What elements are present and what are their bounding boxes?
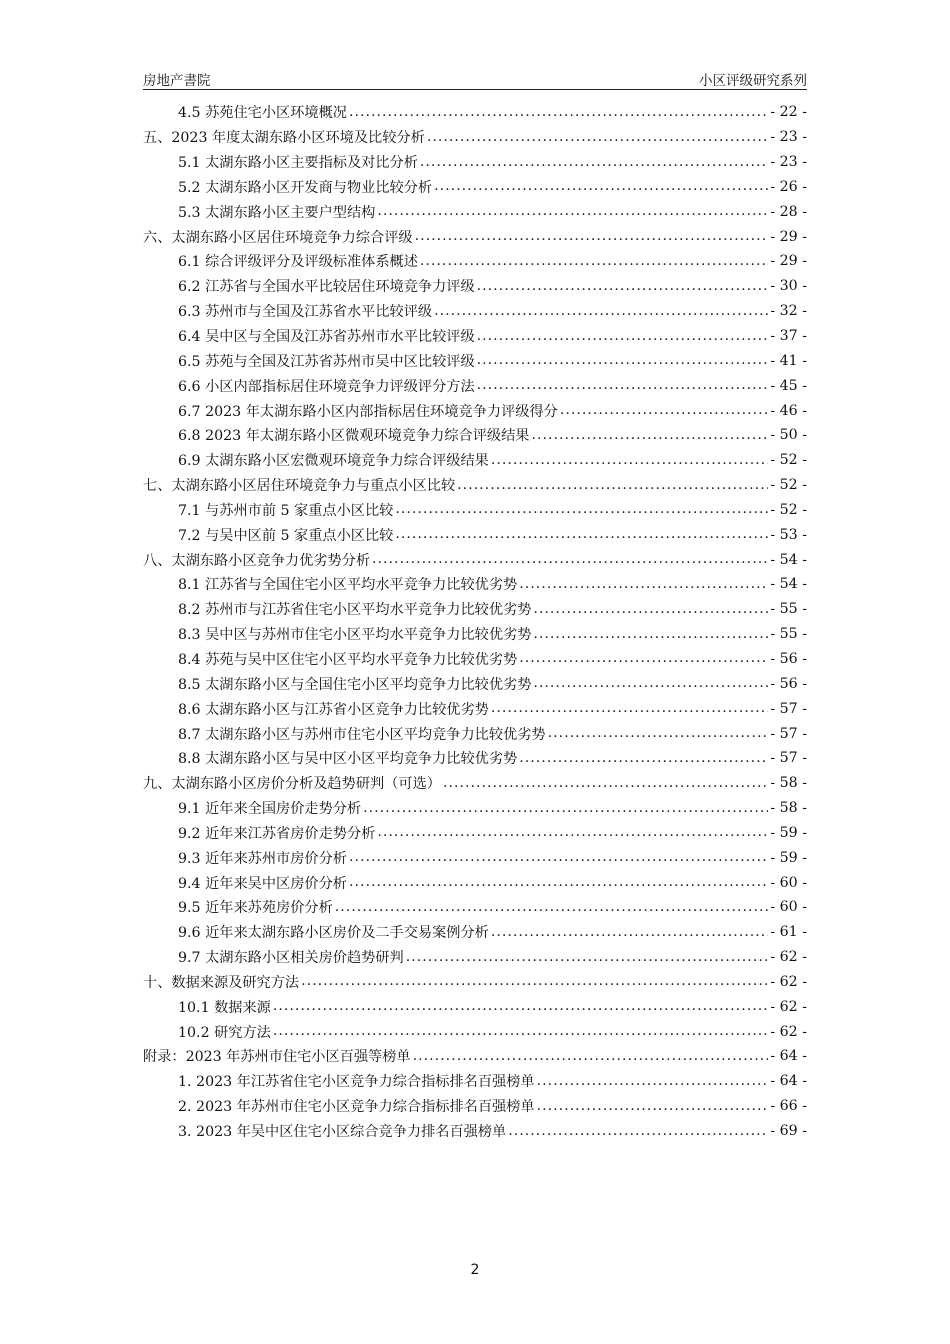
toc-dot-leader bbox=[273, 1023, 768, 1040]
toc-entry-title: 8.4 苏苑与吴中区住宅小区平均水平竞争力比较优劣势 bbox=[178, 651, 518, 668]
toc-entry[interactable] bbox=[143, 721, 807, 746]
toc-entry[interactable] bbox=[143, 1019, 807, 1044]
toc-dot-leader bbox=[349, 104, 768, 121]
toc-entry-page: - 29 - bbox=[770, 253, 807, 270]
toc-dot-leader bbox=[427, 129, 769, 146]
toc-entry-page: - 50 - bbox=[770, 427, 807, 444]
toc-entry-page: - 22 - bbox=[770, 104, 807, 121]
toc-entry-title: 7.1 与苏州市前 5 家重点小区比较 bbox=[178, 502, 394, 519]
toc-entry-title: 2. 2023 年苏州市住宅小区竞争力综合指标排名百强榜单 bbox=[178, 1099, 535, 1116]
toc-entry-page: - 55 - bbox=[770, 601, 807, 618]
toc-entry-title: 6.2 江苏省与全国水平比较居住环境竞争力评级 bbox=[178, 279, 475, 296]
toc-dot-leader bbox=[377, 203, 768, 220]
toc-entry-page: - 59 - bbox=[770, 849, 807, 866]
toc-entry-title: 附录：2023 年苏州市住宅小区百强等榜单 bbox=[143, 1049, 411, 1066]
toc-entry-title: 6.4 吴中区与全国及江苏省苏州市水平比较评级 bbox=[178, 329, 475, 346]
toc-entry-page: - 54 - bbox=[770, 576, 807, 593]
toc-entry-title: 9.5 近年来苏苑房价分析 bbox=[178, 900, 333, 917]
toc-entry-page: - 61 - bbox=[770, 924, 807, 941]
toc-dot-leader bbox=[395, 501, 768, 518]
toc-entry[interactable] bbox=[143, 746, 807, 771]
toc-entry-page: - 62 - bbox=[770, 998, 807, 1015]
toc-entry[interactable] bbox=[143, 224, 807, 249]
toc-dot-leader bbox=[413, 1048, 769, 1065]
toc-entry-title: 9.4 近年来吴中区房价分析 bbox=[178, 875, 347, 892]
toc-entry[interactable] bbox=[143, 175, 807, 200]
toc-entry-page: - 57 - bbox=[770, 750, 807, 767]
toc-entry-title: 5.3 太湖东路小区主要户型结构 bbox=[178, 204, 376, 221]
toc-entry[interactable] bbox=[143, 572, 807, 597]
toc-dot-leader bbox=[537, 1098, 769, 1115]
toc-entry[interactable] bbox=[143, 199, 807, 224]
toc-entry[interactable] bbox=[143, 1069, 807, 1094]
toc-entry-title: 5.2 太湖东路小区开发商与物业比较分析 bbox=[178, 179, 433, 196]
toc-entry-title: 6.3 苏州市与全国及江苏省水平比较评级 bbox=[178, 304, 433, 321]
table-of-contents bbox=[143, 100, 807, 1143]
toc-dot-leader bbox=[548, 725, 769, 742]
toc-entry[interactable] bbox=[143, 820, 807, 845]
toc-entry-title: 6.8 2023 年太湖东路小区微观环境竞争力综合评级结果 bbox=[178, 428, 530, 445]
toc-entry-title: 9.2 近年来江苏省房价走势分析 bbox=[178, 825, 376, 842]
toc-entry-title: 4.5 苏苑住宅小区环境概况 bbox=[178, 105, 347, 122]
toc-dot-leader bbox=[363, 800, 768, 817]
toc-entry-title: 七、太湖东路小区居住环境竞争力与重点小区比较 bbox=[143, 478, 456, 495]
toc-entry-title: 10.1 数据来源 bbox=[178, 999, 271, 1016]
toc-entry-title: 八、太湖东路小区竞争力优劣势分析 bbox=[143, 552, 371, 569]
toc-entry-title: 8.1 江苏省与全国住宅小区平均水平竞争力比较优劣势 bbox=[178, 577, 518, 594]
toc-entry-page: - 26 - bbox=[770, 178, 807, 195]
toc-entry-page: - 62 - bbox=[770, 973, 807, 990]
toc-entry-title: 九、太湖东路小区房价分析及趋势研判（可选） bbox=[143, 776, 441, 793]
toc-entry[interactable] bbox=[143, 448, 807, 473]
toc-entry-title: 8.3 吴中区与苏州市住宅小区平均水平竞争力比较优劣势 bbox=[178, 627, 532, 644]
header-publisher: 房地产書院 bbox=[143, 73, 211, 89]
toc-entry-title: 5.1 太湖东路小区主要指标及对比分析 bbox=[178, 155, 418, 172]
page-header bbox=[143, 67, 807, 90]
toc-dot-leader bbox=[443, 775, 768, 792]
toc-entry-title: 3. 2023 年吴中区住宅小区综合竞争力排名百强榜单 bbox=[178, 1124, 507, 1141]
toc-entry-page: - 37 - bbox=[770, 328, 807, 345]
toc-entry-page: - 55 - bbox=[770, 626, 807, 643]
toc-dot-leader bbox=[349, 849, 768, 866]
toc-dot-leader bbox=[420, 253, 768, 270]
toc-dot-leader bbox=[508, 1123, 768, 1140]
toc-entry[interactable] bbox=[143, 970, 807, 995]
toc-entry[interactable] bbox=[143, 1119, 807, 1144]
toc-dot-leader bbox=[273, 998, 768, 1015]
toc-dot-leader bbox=[477, 377, 769, 394]
toc-entry[interactable] bbox=[143, 373, 807, 398]
toc-dot-leader bbox=[519, 650, 768, 667]
toc-entry[interactable] bbox=[143, 796, 807, 821]
toc-entry-title: 6.7 2023 年太湖东路小区内部指标居住环境竞争力评级得分 bbox=[178, 403, 558, 420]
toc-entry-page: - 69 - bbox=[770, 1123, 807, 1140]
toc-entry-title: 9.3 近年来苏州市房价分析 bbox=[178, 850, 347, 867]
toc-entry-page: - 56 - bbox=[770, 675, 807, 692]
toc-entry-page: - 57 - bbox=[770, 725, 807, 742]
toc-entry-page: - 46 - bbox=[770, 402, 807, 419]
toc-entry-page: - 23 - bbox=[770, 154, 807, 171]
toc-entry[interactable] bbox=[143, 920, 807, 945]
toc-entry[interactable] bbox=[143, 647, 807, 672]
toc-entry-page: - 52 - bbox=[770, 501, 807, 518]
toc-entry[interactable] bbox=[143, 994, 807, 1019]
toc-entry-title: 五、2023 年度太湖东路小区环境及比较分析 bbox=[143, 130, 425, 147]
toc-entry-page: - 53 - bbox=[770, 526, 807, 543]
toc-entry[interactable] bbox=[143, 498, 807, 523]
toc-dot-leader bbox=[434, 178, 768, 195]
toc-entry[interactable] bbox=[143, 150, 807, 175]
toc-entry[interactable] bbox=[143, 895, 807, 920]
toc-dot-leader bbox=[560, 402, 769, 419]
toc-entry[interactable] bbox=[143, 324, 807, 349]
toc-dot-leader bbox=[349, 874, 768, 891]
toc-entry-page: - 30 - bbox=[770, 278, 807, 295]
toc-entry[interactable] bbox=[143, 696, 807, 721]
toc-entry[interactable] bbox=[143, 522, 807, 547]
toc-dot-leader bbox=[420, 154, 768, 171]
toc-entry-page: - 23 - bbox=[770, 129, 807, 146]
toc-dot-leader bbox=[491, 452, 769, 469]
toc-dot-leader bbox=[519, 576, 768, 593]
toc-entry-title: 8.2 苏州市与江苏省住宅小区平均水平竞争力比较优劣势 bbox=[178, 602, 532, 619]
toc-entry[interactable] bbox=[143, 249, 807, 274]
toc-entry-title: 9.6 近年来太湖东路小区房价及二手交易案例分析 bbox=[178, 925, 489, 942]
header-series-title: 小区评级研究系列 bbox=[699, 73, 807, 89]
toc-entry-page: - 57 - bbox=[770, 700, 807, 717]
toc-entry-page: - 60 - bbox=[770, 899, 807, 916]
toc-entry[interactable] bbox=[143, 870, 807, 895]
toc-dot-leader bbox=[477, 278, 769, 295]
toc-dot-leader bbox=[377, 824, 768, 841]
toc-dot-leader bbox=[491, 924, 769, 941]
toc-entry-title: 1. 2023 年江苏省住宅小区竞争力综合指标排名百强榜单 bbox=[178, 1074, 535, 1091]
toc-entry-page: - 62 - bbox=[770, 949, 807, 966]
toc-entry-title: 6.5 苏苑与全国及江苏省苏州市吴中区比较评级 bbox=[178, 353, 475, 370]
toc-entry[interactable] bbox=[143, 1094, 807, 1119]
toc-entry-page: - 60 - bbox=[770, 874, 807, 891]
toc-entry[interactable] bbox=[143, 125, 807, 150]
toc-entry[interactable] bbox=[143, 945, 807, 970]
toc-entry-title: 7.2 与吴中区前 5 家重点小区比较 bbox=[178, 527, 394, 544]
toc-entry[interactable] bbox=[143, 622, 807, 647]
toc-entry-page: - 54 - bbox=[770, 551, 807, 568]
toc-entry[interactable] bbox=[143, 845, 807, 870]
toc-dot-leader bbox=[415, 228, 769, 245]
toc-entry[interactable] bbox=[143, 299, 807, 324]
toc-entry-title: 8.8 太湖东路小区与吴中区小区平均竞争力比较优劣势 bbox=[178, 751, 518, 768]
toc-entry-page: - 29 - bbox=[770, 228, 807, 245]
toc-dot-leader bbox=[519, 750, 768, 767]
toc-entry[interactable] bbox=[143, 771, 807, 796]
toc-entry-title: 6.9 太湖东路小区宏微观环境竞争力综合评级结果 bbox=[178, 453, 489, 470]
toc-entry[interactable] bbox=[143, 274, 807, 299]
toc-entry-page: - 45 - bbox=[770, 377, 807, 394]
toc-dot-leader bbox=[301, 973, 768, 990]
toc-entry-page: - 66 - bbox=[770, 1098, 807, 1115]
toc-entry-page: - 59 - bbox=[770, 824, 807, 841]
toc-entry-title: 8.6 太湖东路小区与江苏省小区竞争力比较优劣势 bbox=[178, 701, 489, 718]
toc-dot-leader bbox=[533, 626, 768, 643]
toc-dot-leader bbox=[533, 675, 768, 692]
toc-entry[interactable] bbox=[143, 398, 807, 423]
toc-entry-title: 六、太湖东路小区居住环境竞争力综合评级 bbox=[143, 229, 413, 246]
toc-entry-page: - 64 - bbox=[770, 1073, 807, 1090]
page-number: 2 bbox=[470, 1262, 480, 1278]
toc-dot-leader bbox=[372, 551, 768, 568]
toc-entry-page: - 58 - bbox=[770, 775, 807, 792]
toc-dot-leader bbox=[434, 303, 768, 320]
toc-entry-page: - 62 - bbox=[770, 1023, 807, 1040]
toc-dot-leader bbox=[491, 700, 769, 717]
toc-entry-page: - 32 - bbox=[770, 303, 807, 320]
toc-entry-page: - 58 - bbox=[770, 800, 807, 817]
toc-dot-leader bbox=[537, 1073, 769, 1090]
toc-entry-title: 6.6 小区内部指标居住环境竞争力评级评分方法 bbox=[178, 378, 475, 395]
toc-entry-page: - 52 - bbox=[770, 477, 807, 494]
toc-entry[interactable] bbox=[143, 1044, 807, 1069]
toc-entry[interactable] bbox=[143, 423, 807, 448]
toc-dot-leader bbox=[335, 899, 769, 916]
toc-dot-leader bbox=[457, 477, 768, 494]
toc-entry-page: - 28 - bbox=[770, 203, 807, 220]
toc-dot-leader bbox=[477, 328, 769, 345]
toc-entry[interactable] bbox=[143, 547, 807, 572]
toc-entry-title: 10.2 研究方法 bbox=[178, 1024, 271, 1041]
toc-dot-leader bbox=[531, 427, 768, 444]
toc-dot-leader bbox=[406, 949, 769, 966]
toc-entry[interactable] bbox=[143, 671, 807, 696]
toc-entry[interactable] bbox=[143, 348, 807, 373]
toc-entry[interactable] bbox=[143, 100, 807, 125]
toc-entry-title: 十、数据来源及研究方法 bbox=[143, 974, 300, 991]
toc-dot-leader bbox=[395, 526, 768, 543]
toc-entry-title: 8.5 太湖东路小区与全国住宅小区平均竞争力比较优劣势 bbox=[178, 676, 532, 693]
toc-entry-title: 8.7 太湖东路小区与苏州市住宅小区平均竞争力比较优劣势 bbox=[178, 726, 546, 743]
toc-entry-title: 9.7 太湖东路小区相关房价趋势研判 bbox=[178, 950, 404, 967]
toc-entry[interactable] bbox=[143, 473, 807, 498]
toc-entry-page: - 52 - bbox=[770, 452, 807, 469]
toc-entry[interactable] bbox=[143, 597, 807, 622]
toc-dot-leader bbox=[533, 601, 768, 618]
toc-entry-page: - 56 - bbox=[770, 650, 807, 667]
toc-entry-title: 6.1 综合评级评分及评级标准体系概述 bbox=[178, 254, 418, 271]
toc-entry-title: 9.1 近年来全国房价走势分析 bbox=[178, 801, 362, 818]
toc-entry-page: - 64 - bbox=[770, 1048, 807, 1065]
toc-dot-leader bbox=[477, 352, 769, 369]
toc-entry-page: - 41 - bbox=[770, 352, 807, 369]
